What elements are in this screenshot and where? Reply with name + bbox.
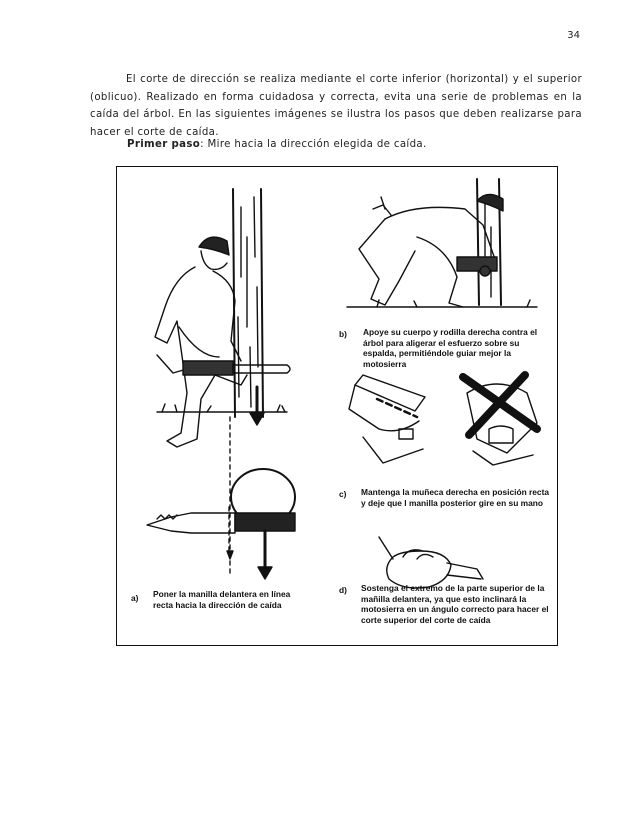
- caption-c-letter: c): [339, 489, 347, 499]
- logger-knee-against-tree-illustration: [347, 179, 537, 307]
- chainsaw-illustration-figure: [116, 166, 558, 646]
- page-number: 34: [567, 30, 580, 41]
- hand-on-front-handle-illustration: [379, 537, 483, 588]
- caption-c: Mantenga la muñeca derecha en posición recta y deje que l manilla posterior gire en su mano: [361, 487, 550, 508]
- caption-d: Sostenga el extremo de la parte superior de la mañilla delantera, ya que esto inclinará la motosierra en un ángulo correcto para hacer el corte superior del corte de caída: [361, 583, 549, 625]
- step-text: : Mire hacia la dirección elegida de caída.: [200, 139, 427, 150]
- wrist-position-correct-illustration: [349, 375, 425, 463]
- illustration-drawing: [117, 167, 558, 646]
- caption-b: Apoye su cuerpo y rodilla derecha contra el árbol para aligerar el esfuerzo sobre su espalda, permitiéndole guiar mejor la motosierra: [363, 327, 538, 369]
- caption-a: Poner la manilla delantera en línea recta hacia la dirección de caída: [153, 589, 291, 610]
- caption-b-letter: b): [339, 329, 347, 339]
- caption-a-letter: a): [131, 593, 139, 603]
- top-view-saw-illustration: [147, 469, 295, 579]
- wrist-position-incorrect-illustration: [463, 375, 537, 465]
- intro-paragraph: El corte de dirección se realiza mediante el corte inferior (horizontal) y el superior (oblicuo). Realizado en forma cuidadosa y correcta, evita una serie de problemas en la caída del árbol. En las siguientes imágenes se ilustra los pasos que deben realizarse para hacer el corte de caída.: [90, 74, 582, 138]
- step-label: Primer paso: [127, 139, 201, 150]
- caption-d-letter: d): [339, 585, 347, 595]
- step-paragraph: [127, 136, 582, 154]
